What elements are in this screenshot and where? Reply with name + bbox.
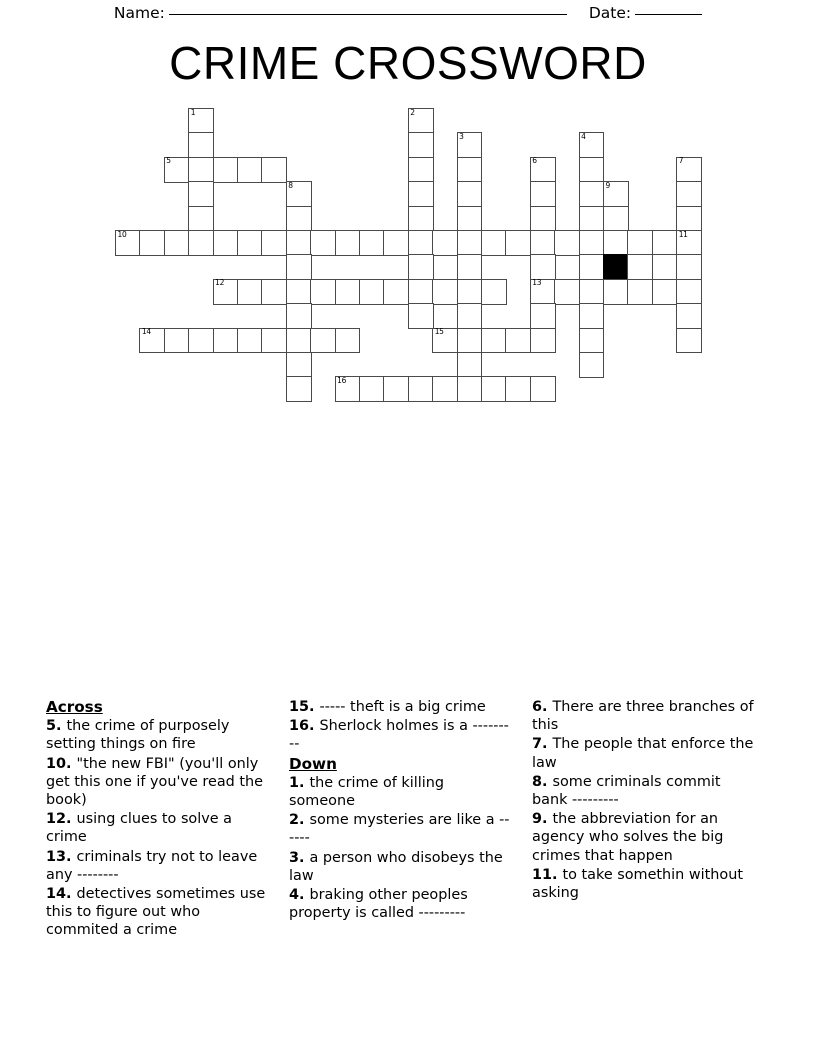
clue-item — [532, 810, 754, 865]
grid-cell[interactable] — [286, 352, 312, 378]
grid-cell[interactable] — [457, 132, 483, 158]
grid-cell-number: 4 — [581, 131, 586, 141]
clue-number: 15. — [289, 699, 320, 715]
grid-cell[interactable] — [530, 254, 556, 280]
grid-cell-number: 5 — [166, 156, 171, 166]
clue-text: criminals try not to leave any -------- — [46, 848, 258, 883]
grid-cell[interactable] — [530, 303, 556, 329]
grid-cell-number: 3 — [459, 131, 464, 141]
clue-number: 7. — [532, 736, 553, 753]
clue-item — [46, 848, 268, 884]
clue-number: 11. — [532, 866, 563, 883]
grid-cell[interactable] — [481, 328, 507, 354]
grid-cell[interactable] — [579, 303, 605, 329]
grid-cell[interactable] — [676, 254, 702, 280]
clue-number: 9. — [532, 811, 553, 828]
grid-cell[interactable] — [627, 230, 653, 256]
grid-cell[interactable] — [286, 230, 312, 256]
grid-cell[interactable] — [457, 230, 483, 256]
grid-cell[interactable] — [261, 230, 287, 256]
grid-cell[interactable] — [213, 328, 239, 354]
grid-cell[interactable] — [505, 376, 531, 402]
grid-cell[interactable] — [530, 206, 556, 232]
grid-cell[interactable] — [286, 279, 312, 305]
clue-text: The people that enforce the law — [532, 736, 754, 771]
grid-cell[interactable] — [676, 328, 702, 354]
clue-number: 8. — [532, 773, 553, 790]
clue-column-1 — [46, 698, 268, 941]
grid-cell[interactable] — [676, 279, 702, 305]
grid-cell[interactable] — [457, 328, 483, 354]
grid-cell[interactable] — [408, 376, 434, 402]
grid-cell[interactable] — [286, 328, 312, 354]
grid-cell[interactable] — [432, 279, 458, 305]
clue-number: 16. — [289, 718, 320, 735]
clue-text: Sherlock holmes is a --------- — [289, 718, 509, 753]
grid-cell[interactable] — [579, 279, 605, 305]
grid-cell[interactable] — [237, 157, 263, 183]
clue-item — [46, 810, 268, 846]
grid-cell-number: 1 — [190, 107, 196, 117]
grid-cell[interactable] — [213, 230, 239, 256]
clue-column-2 — [289, 698, 511, 923]
grid-cell[interactable] — [164, 157, 190, 183]
clue-item — [532, 773, 754, 809]
clue-number: 3. — [289, 849, 310, 866]
grid-cell[interactable] — [335, 328, 361, 354]
grid-cell[interactable] — [261, 328, 287, 354]
grid-cell[interactable] — [408, 279, 434, 305]
grid-cell[interactable] — [457, 157, 483, 183]
clue-text: "the new FBI" (you'll only get this one if you've read the book) — [46, 755, 263, 809]
grid-cell[interactable] — [261, 279, 287, 305]
grid-cell[interactable] — [457, 181, 483, 207]
grid-cell[interactable] — [432, 230, 458, 256]
grid-cell[interactable] — [481, 279, 507, 305]
grid-cell[interactable] — [579, 328, 605, 354]
clue-text: some criminals commit bank --------- — [532, 773, 721, 809]
grid-cell[interactable] — [188, 206, 214, 232]
clue-number: 14. — [46, 886, 77, 903]
clue-text: some mysteries are like a ------ — [289, 812, 510, 847]
grid-cell[interactable] — [457, 352, 483, 378]
grid-cell[interactable] — [359, 230, 385, 256]
grid-cell[interactable] — [286, 181, 312, 207]
grid-cell[interactable] — [383, 376, 409, 402]
grid-cell[interactable] — [213, 157, 239, 183]
grid-cell[interactable] — [335, 376, 361, 402]
clue-item — [289, 886, 511, 922]
clue-number: 2. — [289, 812, 310, 829]
grid-cell[interactable] — [457, 279, 483, 305]
clue-item — [289, 849, 511, 885]
grid-cell[interactable] — [139, 328, 165, 354]
grid-cell[interactable] — [408, 132, 434, 158]
clue-text: There are three branches of this — [532, 699, 754, 734]
grid-cell[interactable] — [261, 157, 287, 183]
grid-cell[interactable] — [310, 279, 336, 305]
grid-cell[interactable] — [603, 230, 629, 256]
grid-cell[interactable] — [188, 108, 214, 134]
grid-cell[interactable] — [676, 157, 702, 183]
grid-cell[interactable] — [676, 181, 702, 207]
grid-cell-number: 15 — [434, 327, 444, 337]
grid-cell[interactable] — [652, 254, 678, 280]
clue-number: 6. — [532, 699, 553, 715]
grid-cell[interactable] — [408, 157, 434, 183]
clue-text: ----- theft is a big crime — [319, 699, 486, 715]
clue-number: 13. — [46, 848, 77, 865]
clue-number: 12. — [46, 811, 77, 828]
clue-item — [46, 755, 268, 810]
clue-text: to take somethin without asking — [532, 866, 743, 902]
grid-cell[interactable] — [408, 206, 434, 232]
grid-cell[interactable] — [603, 181, 629, 207]
grid-cell[interactable] — [286, 206, 312, 232]
clue-item — [532, 698, 754, 734]
grid-cell[interactable] — [237, 328, 263, 354]
clue-text: detectives sometimes use this to figure out who commited a crime — [46, 886, 266, 939]
clue-item — [532, 735, 754, 771]
grid-cell[interactable] — [432, 376, 458, 402]
clue-text: the abbreviation for an agency who solves the big crimes that happen — [532, 811, 724, 864]
clue-text: braking other peoples property is called --------- — [289, 887, 468, 922]
grid-cell-number: 13 — [532, 278, 542, 288]
grid-cell[interactable] — [359, 376, 385, 402]
grid-cell[interactable] — [408, 303, 434, 329]
grid-cell[interactable] — [457, 254, 483, 280]
grid-cell[interactable] — [286, 254, 312, 280]
clue-item — [532, 866, 754, 902]
grid-cell[interactable] — [579, 206, 605, 232]
clue-text: a person who disobeys the law — [289, 849, 503, 884]
grid-cell[interactable] — [603, 279, 629, 305]
clue-number: 5. — [46, 718, 67, 735]
crossword-grid[interactable] — [0, 0, 816, 400]
grid-cell[interactable] — [505, 328, 531, 354]
page-title: CRIME CROSSWORD — [169, 37, 647, 89]
grid-cell[interactable] — [286, 376, 312, 402]
clue-number: 4. — [289, 887, 310, 904]
grid-cell-number: 16 — [337, 375, 347, 385]
grid-cell[interactable] — [408, 254, 434, 280]
grid-cell[interactable] — [554, 279, 580, 305]
grid-cell[interactable] — [579, 132, 605, 158]
grid-cell[interactable] — [310, 230, 336, 256]
grid-cell[interactable] — [481, 376, 507, 402]
clue-item — [46, 717, 268, 753]
clue-item — [46, 885, 268, 940]
down-heading: Down — [289, 754, 337, 773]
grid-cell[interactable] — [579, 254, 605, 280]
grid-cell[interactable] — [164, 328, 190, 354]
date-label: Date: — [588, 4, 632, 22]
clue-column-3 — [532, 698, 754, 903]
grid-cell[interactable] — [310, 328, 336, 354]
grid-cell-number: 9 — [605, 180, 610, 190]
grid-cell[interactable] — [408, 108, 434, 134]
grid-cell-number: 10 — [117, 229, 127, 239]
grid-cell[interactable] — [188, 157, 214, 183]
clues-section — [46, 698, 786, 998]
grid-cell[interactable] — [164, 230, 190, 256]
grid-cell[interactable] — [481, 230, 507, 256]
grid-cell[interactable] — [627, 279, 653, 305]
grid-cell[interactable] — [652, 279, 678, 305]
grid-cell[interactable] — [579, 181, 605, 207]
grid-cell-number: 8 — [288, 180, 293, 190]
grid-cell-number: 14 — [141, 327, 151, 337]
clue-item — [289, 774, 511, 810]
grid-cell[interactable] — [676, 206, 702, 232]
clue-text: the crime of purposely setting things on fire — [46, 718, 230, 753]
grid-cell[interactable] — [457, 376, 483, 402]
grid-cell-number: 2 — [410, 107, 415, 117]
grid-cell[interactable] — [530, 279, 556, 305]
grid-cell-number: 12 — [215, 278, 225, 288]
grid-cell-number: 7 — [678, 156, 684, 166]
clue-item — [289, 811, 511, 847]
grid-cell-blocked — [603, 254, 629, 280]
across-heading: Across — [46, 698, 103, 716]
grid-cell[interactable] — [359, 279, 385, 305]
grid-cell[interactable] — [188, 328, 214, 354]
grid-cell[interactable] — [579, 230, 605, 256]
grid-cell-number: 11 — [678, 229, 688, 239]
grid-cell[interactable] — [383, 230, 409, 256]
grid-cell[interactable] — [530, 376, 556, 402]
grid-cell[interactable] — [530, 181, 556, 207]
grid-cell[interactable] — [432, 328, 458, 354]
grid-cell-number: 6 — [532, 156, 537, 166]
grid-cell[interactable] — [603, 206, 629, 232]
clue-text: using clues to solve a crime — [46, 811, 233, 846]
grid-cell[interactable] — [213, 279, 239, 305]
grid-cell[interactable] — [505, 230, 531, 256]
grid-cell[interactable] — [554, 230, 580, 256]
grid-cell[interactable] — [676, 303, 702, 329]
grid-cell[interactable] — [115, 230, 141, 256]
name-label: Name: — [113, 4, 165, 22]
grid-cell[interactable] — [652, 230, 678, 256]
grid-cell[interactable] — [188, 181, 214, 207]
grid-cell[interactable] — [530, 157, 556, 183]
grid-cell[interactable] — [676, 230, 702, 256]
grid-cell[interactable] — [457, 303, 483, 329]
clue-text: the crime of killing someone — [289, 774, 444, 810]
grid-cell[interactable] — [237, 230, 263, 256]
grid-cell[interactable] — [579, 157, 605, 183]
clue-item — [289, 717, 511, 753]
grid-cell[interactable] — [237, 279, 263, 305]
clue-number: 1. — [289, 774, 310, 791]
grid-cell[interactable] — [627, 254, 653, 280]
grid-cell[interactable] — [188, 230, 214, 256]
clue-item — [289, 698, 511, 716]
grid-cell[interactable] — [286, 303, 312, 329]
grid-cell[interactable] — [188, 132, 214, 158]
grid-cell[interactable] — [335, 279, 361, 305]
grid-cell[interactable] — [457, 206, 483, 232]
grid-cell[interactable] — [530, 230, 556, 256]
grid-cell[interactable] — [139, 230, 165, 256]
grid-cell[interactable] — [530, 328, 556, 354]
grid-cell[interactable] — [335, 230, 361, 256]
clue-number: 10. — [46, 755, 77, 772]
grid-cell[interactable] — [408, 230, 434, 256]
grid-cell[interactable] — [383, 279, 409, 305]
grid-cell[interactable] — [408, 181, 434, 207]
grid-cell[interactable] — [579, 352, 605, 378]
